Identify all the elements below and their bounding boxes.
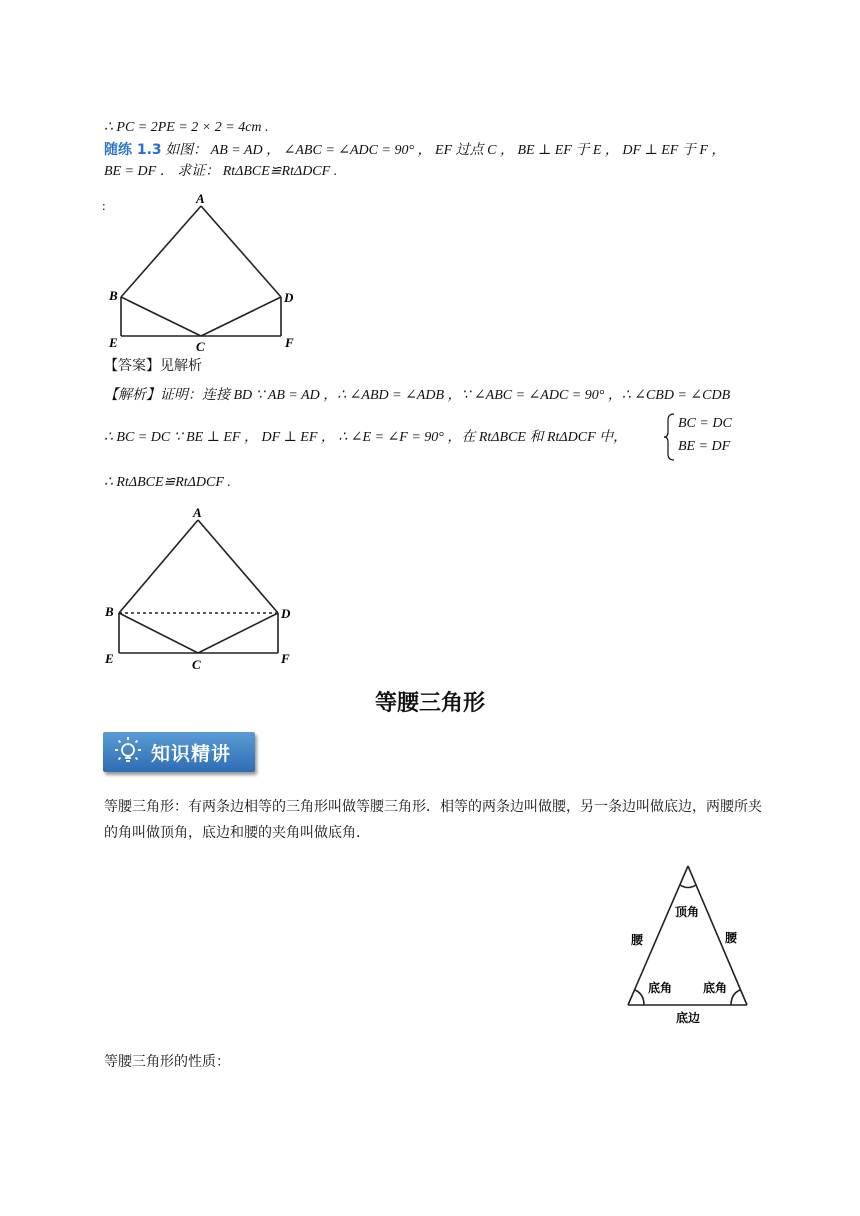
exercise-text: 如图： AB = AD ， ∠ABC = ∠ADC = 90° ， EF 过点 C ， BE ⊥ EF 于 E ， DF ⊥ EF 于 F ， [161,143,726,158]
label-b-2: B [105,604,114,619]
base-label: 底边 [676,1011,701,1025]
label-f: F [285,335,294,350]
exercise-label: 随练 1.3 [104,142,162,158]
properties-heading: 等腰三角形的性质： [104,1054,230,1070]
brace-eq-1: BC = DC [678,416,732,431]
label-d-2: D [281,606,291,621]
isosceles-triangle-figure [620,860,756,1030]
label-f-2: F [281,651,290,666]
label-e-2: E [105,651,114,666]
analysis-line-1: 【解析】证明：连接 BD ∵ AB = AD ，∴ ∠ABD = ∠ADB ，∵ ∠ABC = ∠ADC = 90° ，∴ ∠CBD = ∠CDB [104,388,731,403]
conclusion-line: ∴ RtΔBCE≌RtΔDCF . [104,475,231,490]
knowledge-badge [103,732,255,772]
brace-icon [664,412,676,462]
analysis-line-2: ∴ BC = DC ∵ BE ⊥ EF ， DF ⊥ EF ， ∴ ∠E = ∠F = 90° ，在 RtΔBCE 和 RtΔDCF 中， [104,430,628,445]
label-e: E [109,335,118,350]
equation-system [664,412,774,462]
label-c-2: C [192,657,201,672]
figure-kite-2 [100,503,310,673]
base-angle-left-label: 底角 [648,981,673,995]
label-d: D [284,290,294,305]
label-a-2: A [193,505,202,520]
base-angle-right-label: 底角 [703,981,728,995]
section-title: 等腰三角形 [374,691,485,716]
fig1-mark: : [102,198,106,213]
answer-line: 【答案】见解析 [104,358,202,374]
label-c: C [196,339,205,352]
proof-line-pc: ∴ PC = 2PE = 2 × 2 = 4cm . [104,120,269,135]
apex-angle-label: 顶角 [675,905,700,919]
brace-eq-2: BE = DF [678,439,731,454]
lightbulb-icon [111,735,145,769]
definition-paragraph: 等腰三角形：有两条边相等的三角形叫做等腰三角形．相等的两条边叫做腰，另一条边叫做底边，两腰所夹的角叫做顶角，底边和腰的夹角叫做底角． [104,799,762,841]
leg-right-label: 腰 [725,931,738,945]
leg-left-label: 腰 [631,933,644,947]
label-b: B [109,288,118,303]
figure-kite-1 [100,190,310,352]
exercise-statement [104,140,725,161]
label-a: A [196,191,205,206]
badge-label: 知识精讲 [151,742,232,765]
exercise-prove-line: BE = DF ． 求证： RtΔBCE≌RtΔDCF . [104,164,338,179]
